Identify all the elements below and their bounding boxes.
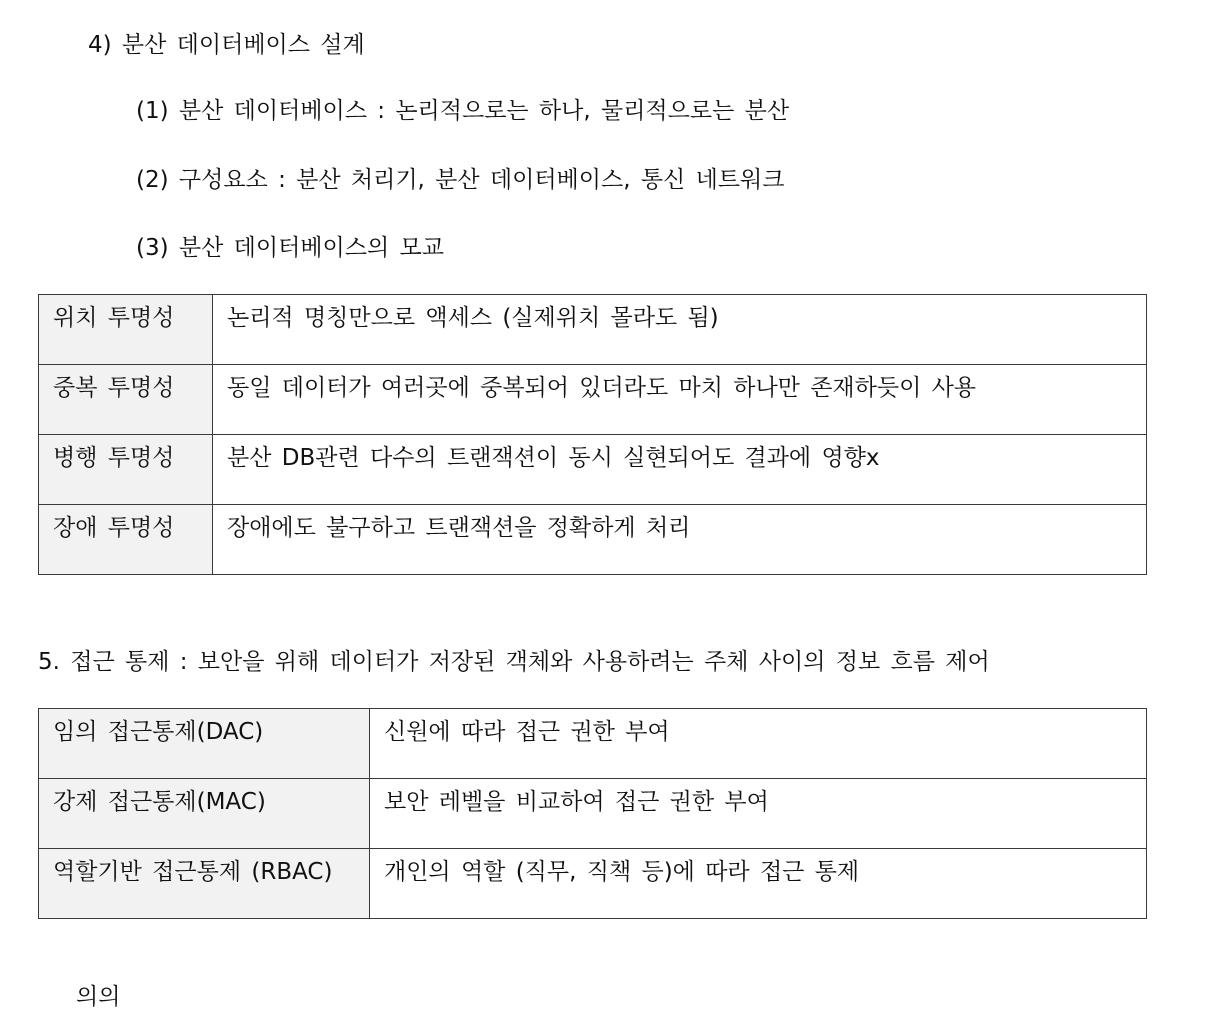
table-term-cell: 역할기반 접근통제 (RBAC) (39, 849, 370, 919)
table-desc-cell: 장애에도 불구하고 트랜잭션을 정확하게 처리 (213, 505, 1147, 575)
table-term-cell: 위치 투명성 (39, 295, 213, 365)
table-term-cell: 장애 투명성 (39, 505, 213, 575)
section4-item-1: (1) 분산 데이터베이스 : 논리적으로는 하나, 물리적으로는 분산 (136, 98, 790, 124)
section5-heading: 5. 접근 통제 : 보안을 위해 데이터가 저장된 객체와 사용하려는 주체 사이의 정보 흐름 제어 (38, 649, 990, 675)
table-row (39, 779, 1147, 849)
table-row (39, 849, 1147, 919)
table-term-cell: 중복 투명성 (39, 365, 213, 435)
table-desc-cell: 보안 레벨을 비교하여 접근 권한 부여 (370, 779, 1147, 849)
table-row (39, 295, 1147, 365)
cutoff-text: 의의 (76, 984, 121, 1010)
table-desc-cell: 개인의 역할 (직무, 직책 등)에 따라 접근 통제 (370, 849, 1147, 919)
table-row (39, 505, 1147, 575)
table-desc-cell: 분산 DB관련 다수의 트랜잭션이 동시 실현되어도 결과에 영향x (213, 435, 1147, 505)
table-desc-cell: 논리적 명칭만으로 액세스 (실제위치 몰라도 됨) (213, 295, 1147, 365)
section4-heading: 4) 분산 데이터베이스 설계 (88, 32, 365, 58)
table-term-cell: 임의 접근통제(DAC) (39, 709, 370, 779)
table-row (39, 365, 1147, 435)
table-row (39, 709, 1147, 779)
table-term-cell: 병행 투명성 (39, 435, 213, 505)
table-desc-cell: 신원에 따라 접근 권한 부여 (370, 709, 1147, 779)
table-row (39, 435, 1147, 505)
table-desc-cell: 동일 데이터가 여러곳에 중복되어 있더라도 마치 하나만 존재하듯이 사용 (213, 365, 1147, 435)
section4-item-3: (3) 분산 데이터베이스의 모교 (136, 235, 444, 261)
transparency-table (38, 294, 1147, 575)
access-control-table (38, 708, 1147, 919)
section4-item-2: (2) 구성요소 : 분산 처리기, 분산 데이터베이스, 통신 네트워크 (136, 167, 785, 193)
table-term-cell: 강제 접근통제(MAC) (39, 779, 370, 849)
